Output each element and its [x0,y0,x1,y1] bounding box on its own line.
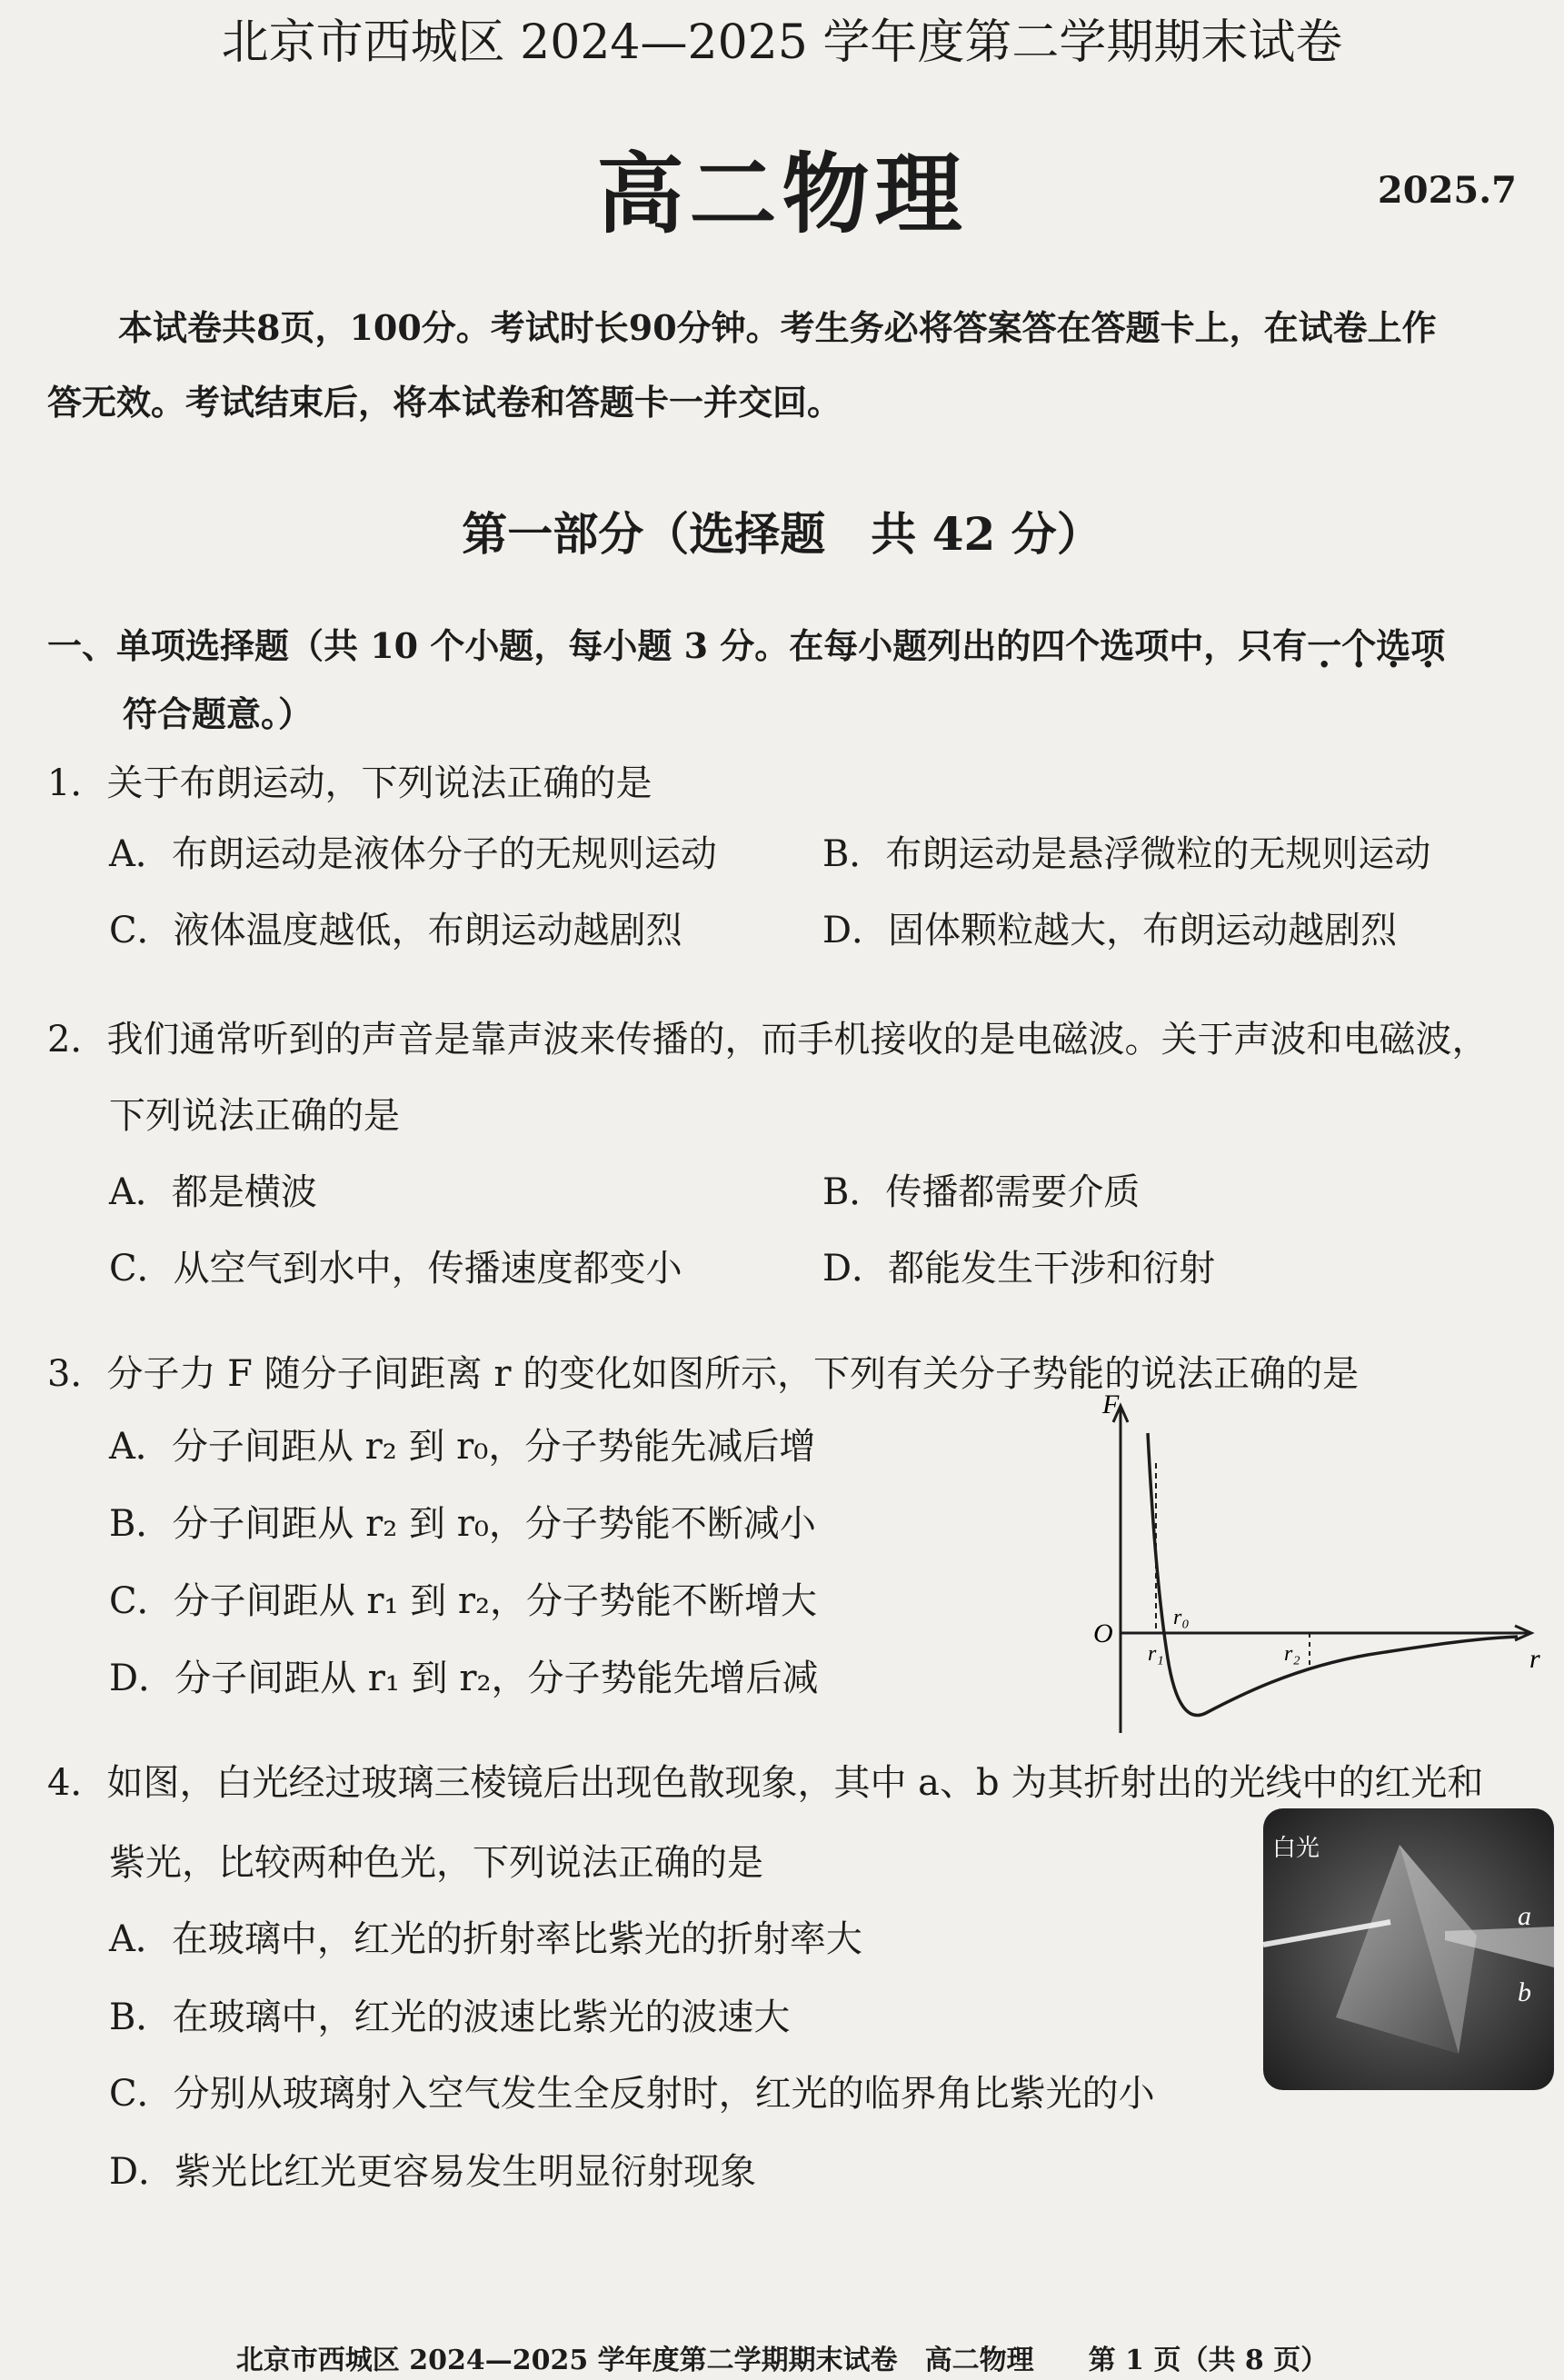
section-heading-line-2: 符合题意。） [123,693,314,734]
question-3-option-a: A．分子间距从 r₂ 到 r₀，分子势能先减后增 [109,1426,816,1468]
question-3-option-b: B．分子间距从 r₂ 到 r₀，分子势能不断减小 [109,1503,816,1545]
emphasis-char: 项 [1410,625,1446,666]
question-2-stem-line-1: 2．我们通常听到的声音是靠声波来传播的，而手机接收的是电磁波。关于声波和电磁波， [47,1019,1489,1061]
axis-label-f: F [1102,1395,1120,1419]
section-heading-line-1 [47,618,1445,668]
question-1-stem: 1．关于布朗运动，下列说法正确的是 [47,762,652,804]
prism-dispersion-image [1263,1808,1554,2090]
intro-line-2: 答无效。考试结束后，将本试卷和答题卡一并交回。 [47,382,842,423]
question-3-option-d: D．分子间距从 r₁ 到 r₂，分子势能先增后减 [109,1658,819,1699]
axis-label-r: r [1529,1644,1540,1674]
r0-label: r₀ [1173,1606,1190,1629]
question-2-option-b: B．传播都需要介质 [822,1171,1141,1213]
exam-date: 2025.7 [1377,169,1517,212]
emphasis-char: 选 [1376,625,1411,666]
question-2-option-d: D．都能发生干涉和衍射 [822,1248,1216,1290]
question-1-option-a: A．布朗运动是液体分子的无规则运动 [109,833,717,875]
exam-header-title: 北京市西城区 2024—2025 学年度第二学期期末试卷 [221,15,1343,70]
question-2-option-a: A．都是横波 [109,1171,317,1213]
question-4-stem-line-1: 4．如图，白光经过玻璃三棱镜后出现色散现象，其中 a、b 为其折射出的光线中的红光和 [47,1762,1484,1804]
origin-label: O [1093,1618,1113,1648]
question-4-stem-line-2: 紫光，比较两种色光，下列说法正确的是 [109,1842,763,1884]
question-1-option-d: D．固体颗粒越大，布朗运动越剧烈 [822,910,1398,951]
question-4-option-d: D．紫光比红光更容易发生明显衍射现象 [109,2151,757,2193]
question-2-option-c: C．从空气到水中，传播速度都变小 [109,1248,682,1290]
force-curve [1148,1433,1518,1716]
page-footer: 北京市西城区 2024—2025 学年度第二学期期末试卷 高二物理 第 1 页（共 8 页） [235,2345,1329,2376]
part-title: 第一部分（选择题 共 42 分） [462,507,1102,561]
section-heading-text: 一、单项选择题（共 10 个小题，每小题 3 分。在每小题列出的四个选项中，只有 [47,625,1308,666]
question-4-option-a: A．在玻璃中，红光的折射率比紫光的折射率大 [109,1918,862,1960]
r1-label: r₁ [1148,1642,1164,1666]
question-3-option-c: C．分子间距从 r₁ 到 r₂，分子势能不断增大 [109,1580,818,1622]
subject-title: 高二物理 [596,143,968,245]
emphasis-char: 一 [1307,625,1342,666]
question-4-option-b: B．在玻璃中，红光的波速比紫光的波速大 [109,1997,791,2038]
r2-label: r₂ [1284,1642,1300,1666]
ray-b-label: b [1518,1977,1531,2007]
emphasis-char: 个 [1341,625,1377,666]
ray-a-label: a [1518,1901,1531,1931]
question-2-stem-line-2: 下列说法正确的是 [109,1095,400,1137]
intro-line-1: 本试卷共8页，100分。考试时长90分钟。考生务必将答案答在答题卡上，在试卷上作 [118,307,1437,348]
question-3-stem: 3．分子力 F 随分子间距离 r 的变化如图所示，下列有关分子势能的说法正确的是 [47,1353,1360,1395]
question-1-option-c: C．液体温度越低，布朗运动越剧烈 [109,910,682,951]
white-light-label: 白光 [1272,1835,1320,1862]
question-1-option-b: B．布朗运动是悬浮微粒的无规则运动 [822,833,1431,875]
question-4-option-c: C．分别从玻璃射入空气发生全反射时，红光的临界角比紫光的小 [109,2073,1155,2115]
force-distance-graph [1086,1395,1540,1740]
